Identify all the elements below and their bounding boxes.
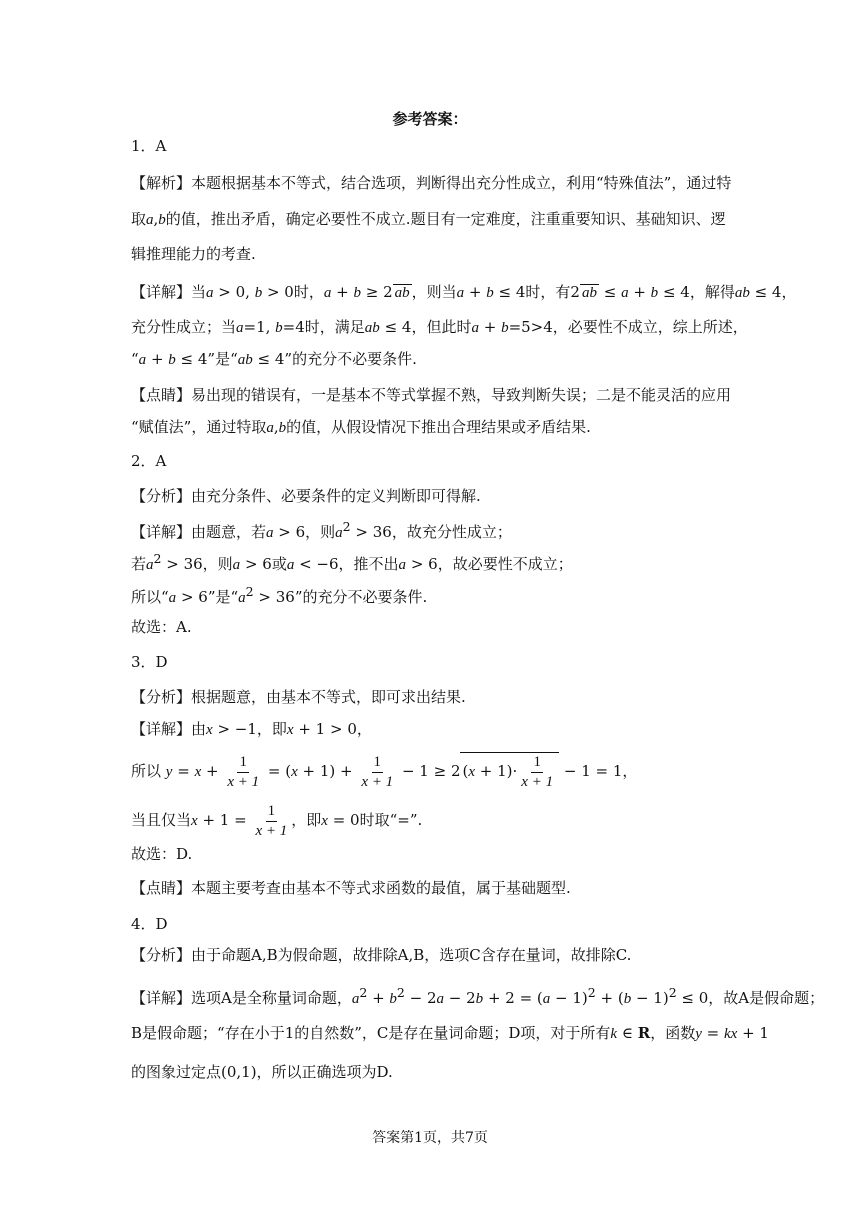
q3-answer: 故选：D. (131, 845, 193, 863)
q4-number: 4．D (131, 915, 168, 933)
q2-analysis: 【分析】由充分条件、必要条件的定义判断即可得解. (131, 487, 481, 505)
q1-detail-line1: 【详解】当a > 0, b > 0时，a + b ≥ 2 ab ，则当a + b ≤ 4时，有2 ab ≤ a + b ≤ 4，解得ab ≤ 4， (131, 283, 797, 301)
q2-number: 2．A (131, 452, 167, 470)
page-footer: 答案第1页，共7页 (372, 1130, 488, 1146)
q2-detail-line3: 所以“a > 6”是“$a^2 > 36$”的充分不必要条件. (131, 584, 428, 606)
q4-analysis: 【分析】由于命题A,B为假命题，故排除A,B，选项C含存在量词，故排除C. (131, 946, 632, 964)
q3-analysis: 【分析】根据题意，由基本不等式，即可求出结果. (131, 688, 466, 706)
q1-detail-line2: 充分性成立；当a=1, b=4时，满足ab ≤ 4，但此时a + b=5>4，必要性不成立，综上所述， (131, 318, 748, 336)
q2-detail-line1: 【详解】由题意，若a > 6，则$a^2 > 36$，故充分性成立； (131, 519, 512, 541)
q1-number: 1．A (131, 137, 167, 155)
q2-answer: 故选：A. (131, 618, 192, 636)
q1-analysis-line3: 辑推理能力的考查. (131, 245, 256, 263)
q4-detail-line1: 【详解】选项A是全称量词命题，$a^2 + b^2 - 2a - 2b + 2 = (a - 1)^2 + (b - 1)^2 \le 0$，故A是假命题； (131, 985, 825, 1007)
q2-detail-line2: 若$a^2 > 36$，则a > 6或a < −6，推不出a > 6，故必要性不成立； (131, 551, 573, 573)
q1-detail-line3: “a + b ≤ 4”是“ab ≤ 4”的充分不必要条件. (131, 350, 417, 368)
q3-comment: 【点睛】本题主要考查由基本不等式求函数的最值，属于基础题型. (131, 879, 571, 897)
q3-detail-line2: 所以 y = x + $\frac{1}{x + 1}$ = (x + 1) + $\frac{1}{x + 1}$ − 1 ≥ 2 (x + 1)· $\frac{1}{x + 1}$ − 1 = 1， (131, 754, 638, 790)
page-title: 参考答案： (392, 110, 468, 128)
q4-detail-line3: 的图象过定点(0,1)，所以正确选项为D. (131, 1063, 393, 1081)
q1-analysis-line1: 【解析】本题根据基本不等式，结合选项，判断得出充分性成立，利用“特殊值法”，通过特 (131, 174, 732, 192)
q1-analysis-line2: 取a,b的值，推出矛盾，确定必要性不成立.题目有一定难度，注重重要知识、基础知识、逻 (131, 210, 726, 228)
q1-comment-line1: 【点睛】易出现的错误有，一是基本不等式掌握不熟，导致判断失误；二是不能灵活的应用 (131, 386, 732, 404)
q3-detail-line3: 当且仅当x + 1 = $\frac{1}{x + 1}$ ，即x = 0时取“=”. (131, 803, 423, 839)
q3-number: 3．D (131, 653, 168, 671)
q1-comment-line2: “赋值法”，通过特取a,b的值，从假设情况下推出合理结果或矛盾结果. (131, 418, 591, 436)
q4-detail-line2: B是假命题；“存在小于1的自然数”，C是存在量词命题；D项，对于所有k ∈ R，函数y = kx + 1 (131, 1024, 769, 1042)
q3-detail-line1: 【详解】由x > −1，即x + 1 > 0， (131, 720, 372, 738)
